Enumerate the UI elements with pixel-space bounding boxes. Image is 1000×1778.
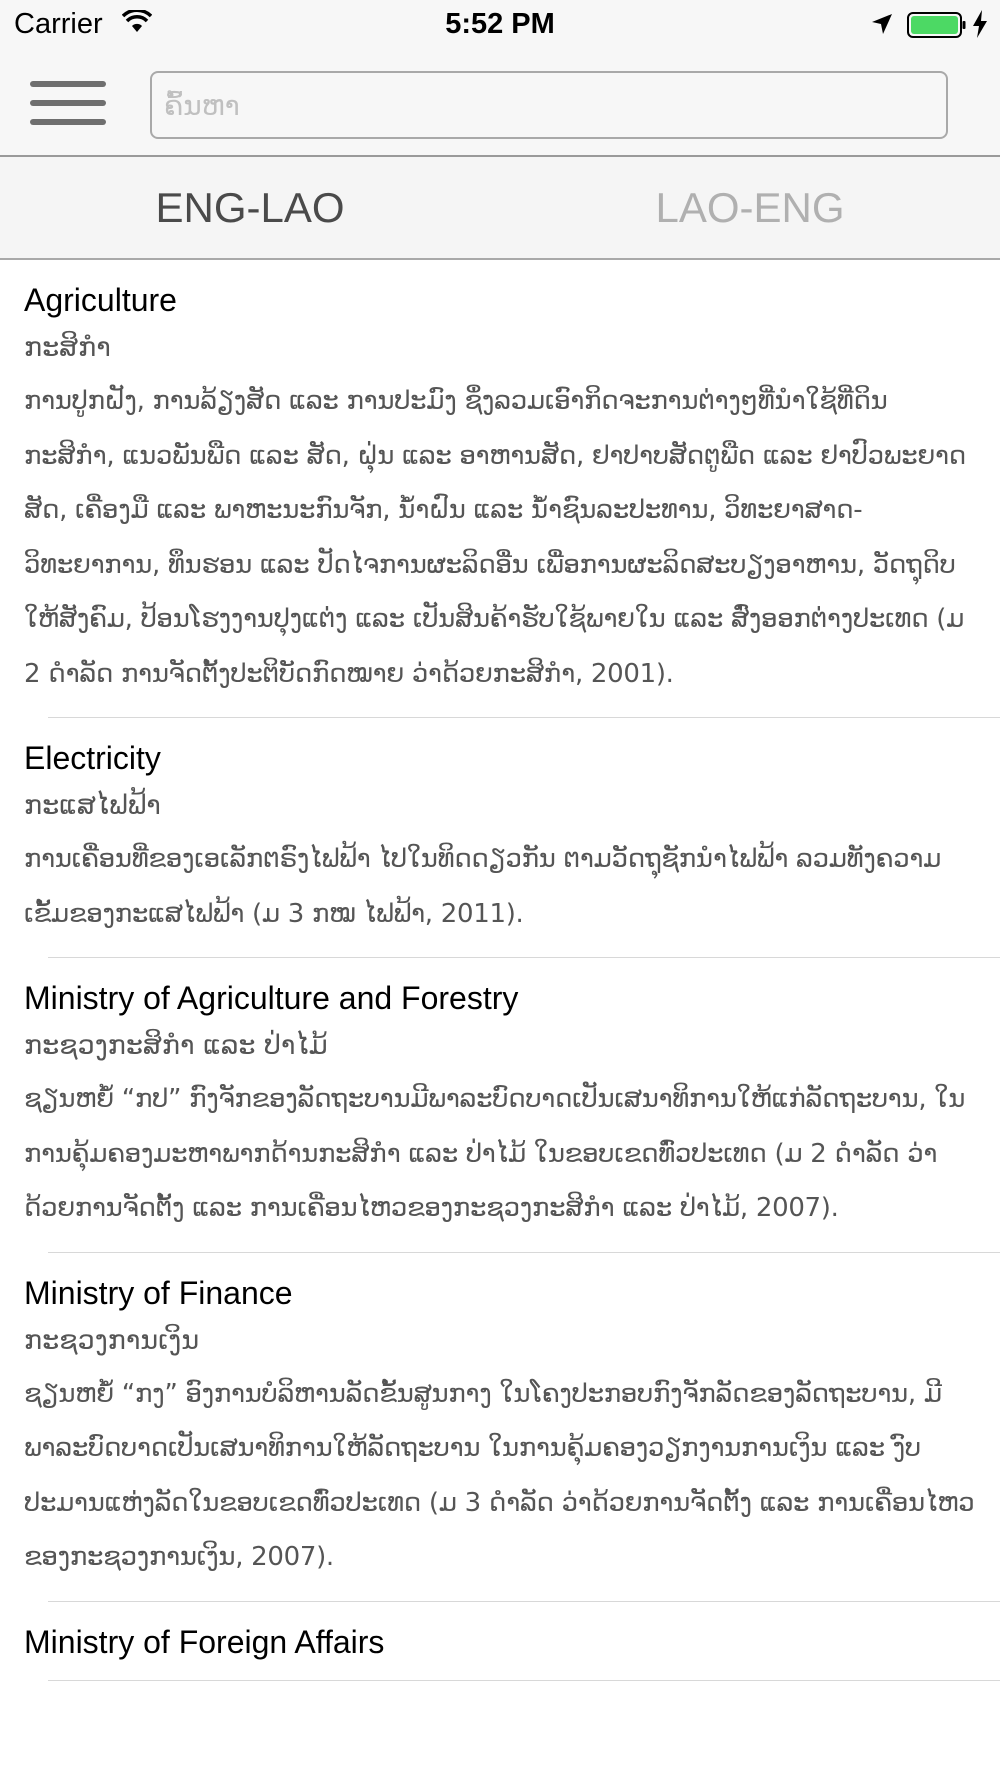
entry-definition: ຊຽນຫຍໍ້ “ກງ” ອົງການບໍລິຫານລັດຂັ້ນສູນກາງ ໃນໂຄງປະກອບກົງຈັກລັດຂອງລັດຖະບານ, ມີພາລະບົດບາດເປັນເສນາທິການໃຫ້ລັດຖະບານ ໃນການຄຸ້ມຄອງວຽກງານການເງິນ ແລະ ງົບປະມານແຫ່ງລັດໃນຂອບເຂດທົ່ວປະເທດ (ມ 3 ດຳລັດ ວ່າດ້ວຍການຈັດຕັ້ງ ແລະ ການເຄື່ອນໄຫວຂອງກະຊວງການເງິນ, 2007). <box>24 1378 975 1572</box>
list-item[interactable] <box>0 718 1000 958</box>
entry-term: Electricity <box>24 740 161 776</box>
status-bar <box>0 0 1000 50</box>
entry-translation: ກະຊວງກະສິກຳ ແລະ ປ່າໄມ້ <box>24 1030 328 1061</box>
location-arrow-icon <box>870 12 894 41</box>
nav-bar <box>0 50 1000 157</box>
entry-term: Ministry of Foreign Affairs <box>24 1623 385 1660</box>
tab-eng-lao[interactable]: ENG-LAO <box>155 183 345 231</box>
language-tabs <box>0 157 1000 260</box>
entry-term: Ministry of Agriculture and Forestry <box>24 980 519 1016</box>
search-input[interactable] <box>150 71 948 139</box>
entry-translation: ກະຊວງການເງິນ <box>24 1324 200 1356</box>
entry-translation: ກະແສໄຟຟ້າ <box>24 790 161 821</box>
tab-lao-eng[interactable]: LAO-ENG <box>655 183 845 231</box>
list-item[interactable] <box>0 1253 1000 1602</box>
hamburger-menu-icon[interactable] <box>24 72 110 134</box>
status-time: 5:52 PM <box>445 8 555 40</box>
entry-definition: ການເຄື່ອນທີ່ຂອງເອເລັກຕຣົງໄຟຟ້າ ໄປໃນທິດດຽວກັນ ຕາມວັດຖຸຊັກນຳໄຟຟ້າ ລວມທັງຄວາມເຂັ້ມຂອງກະແສໄຟຟ້າ (ມ 3 ກໝ ໄຟຟ້າ, 2011). <box>24 844 942 929</box>
entry-definition: ການປູກຝັງ, ການລ້ຽງສັດ ແລະ ການປະມົງ ຊຶ່ງລວມເອົາກິດຈະການຕ່າງໆທີ່ນຳໃຊ້ທີ່ດິນກະສິກຳ, ແນວພັນພືດ ແລະ ສັດ, ຝຸ່ນ ແລະ ອາຫານສັດ, ຢາປາບສັດຕູພືດ ແລະ ຢາປົວພະຍາດສັດ, ເຄື່ອງມື ແລະ ພາຫະນະກົນຈັກ, ນ້ຳຝົນ ແລະ ນ້ຳຊົນລະປະທານ, ວິທະຍາສາດ-ວິທະຍາການ, ທຶນຮອນ ແລະ ປັດໄຈການຜະລິດອື່ນ ເພື່ອການຜະລິດສະບຽງອາຫານ, ວັດຖຸດິບໃຫ້ສັງຄົມ, ປ້ອນໂຮງງານປຸງແຕ່ງ ແລະ ເປັນສິນຄ້າຮັບໃຊ້ພາຍໃນ ແລະ ສົ່ງອອກຕ່າງປະເທດ (ມ 2 ດຳລັດ ການຈັດຕັ້ງປະຕິບັດກົດໝາຍ ວ່າດ້ວຍກະສິກຳ, 2001). <box>24 386 966 689</box>
entry-definition: ຊຽນຫຍໍ້ “ກປ” ກົງຈັກຂອງລັດຖະບານມີພາລະບົດບາດເປັນເສນາທິການໃຫ້ແກ່ລັດຖະບານ, ໃນການຄຸ້ມຄອງມະຫາພາກດ້ານກະສິກຳ ແລະ ປ່າໄມ້ ໃນຂອບເຂດທົ່ວປະເທດ (ມ 2 ດຳລັດ ວ່າດ້ວຍການຈັດຕັ້ງ ແລະ ການເຄື່ອນໄຫວຂອງກະຊວງກະສິກຳ ແລະ ປ່າໄມ້, 2007). <box>24 1084 966 1223</box>
entry-translation: ກະສິກຳ <box>24 332 111 363</box>
list-item[interactable] <box>0 1602 1000 1681</box>
entry-term: Agriculture <box>24 282 177 318</box>
battery-icon <box>907 12 967 43</box>
list-item[interactable] <box>0 958 1000 1253</box>
charging-bolt-icon <box>972 10 988 43</box>
entry-term: Ministry of Finance <box>24 1274 293 1311</box>
entry-list <box>0 260 1000 1681</box>
list-item[interactable] <box>0 260 1000 718</box>
carrier-label: Carrier <box>14 8 103 40</box>
